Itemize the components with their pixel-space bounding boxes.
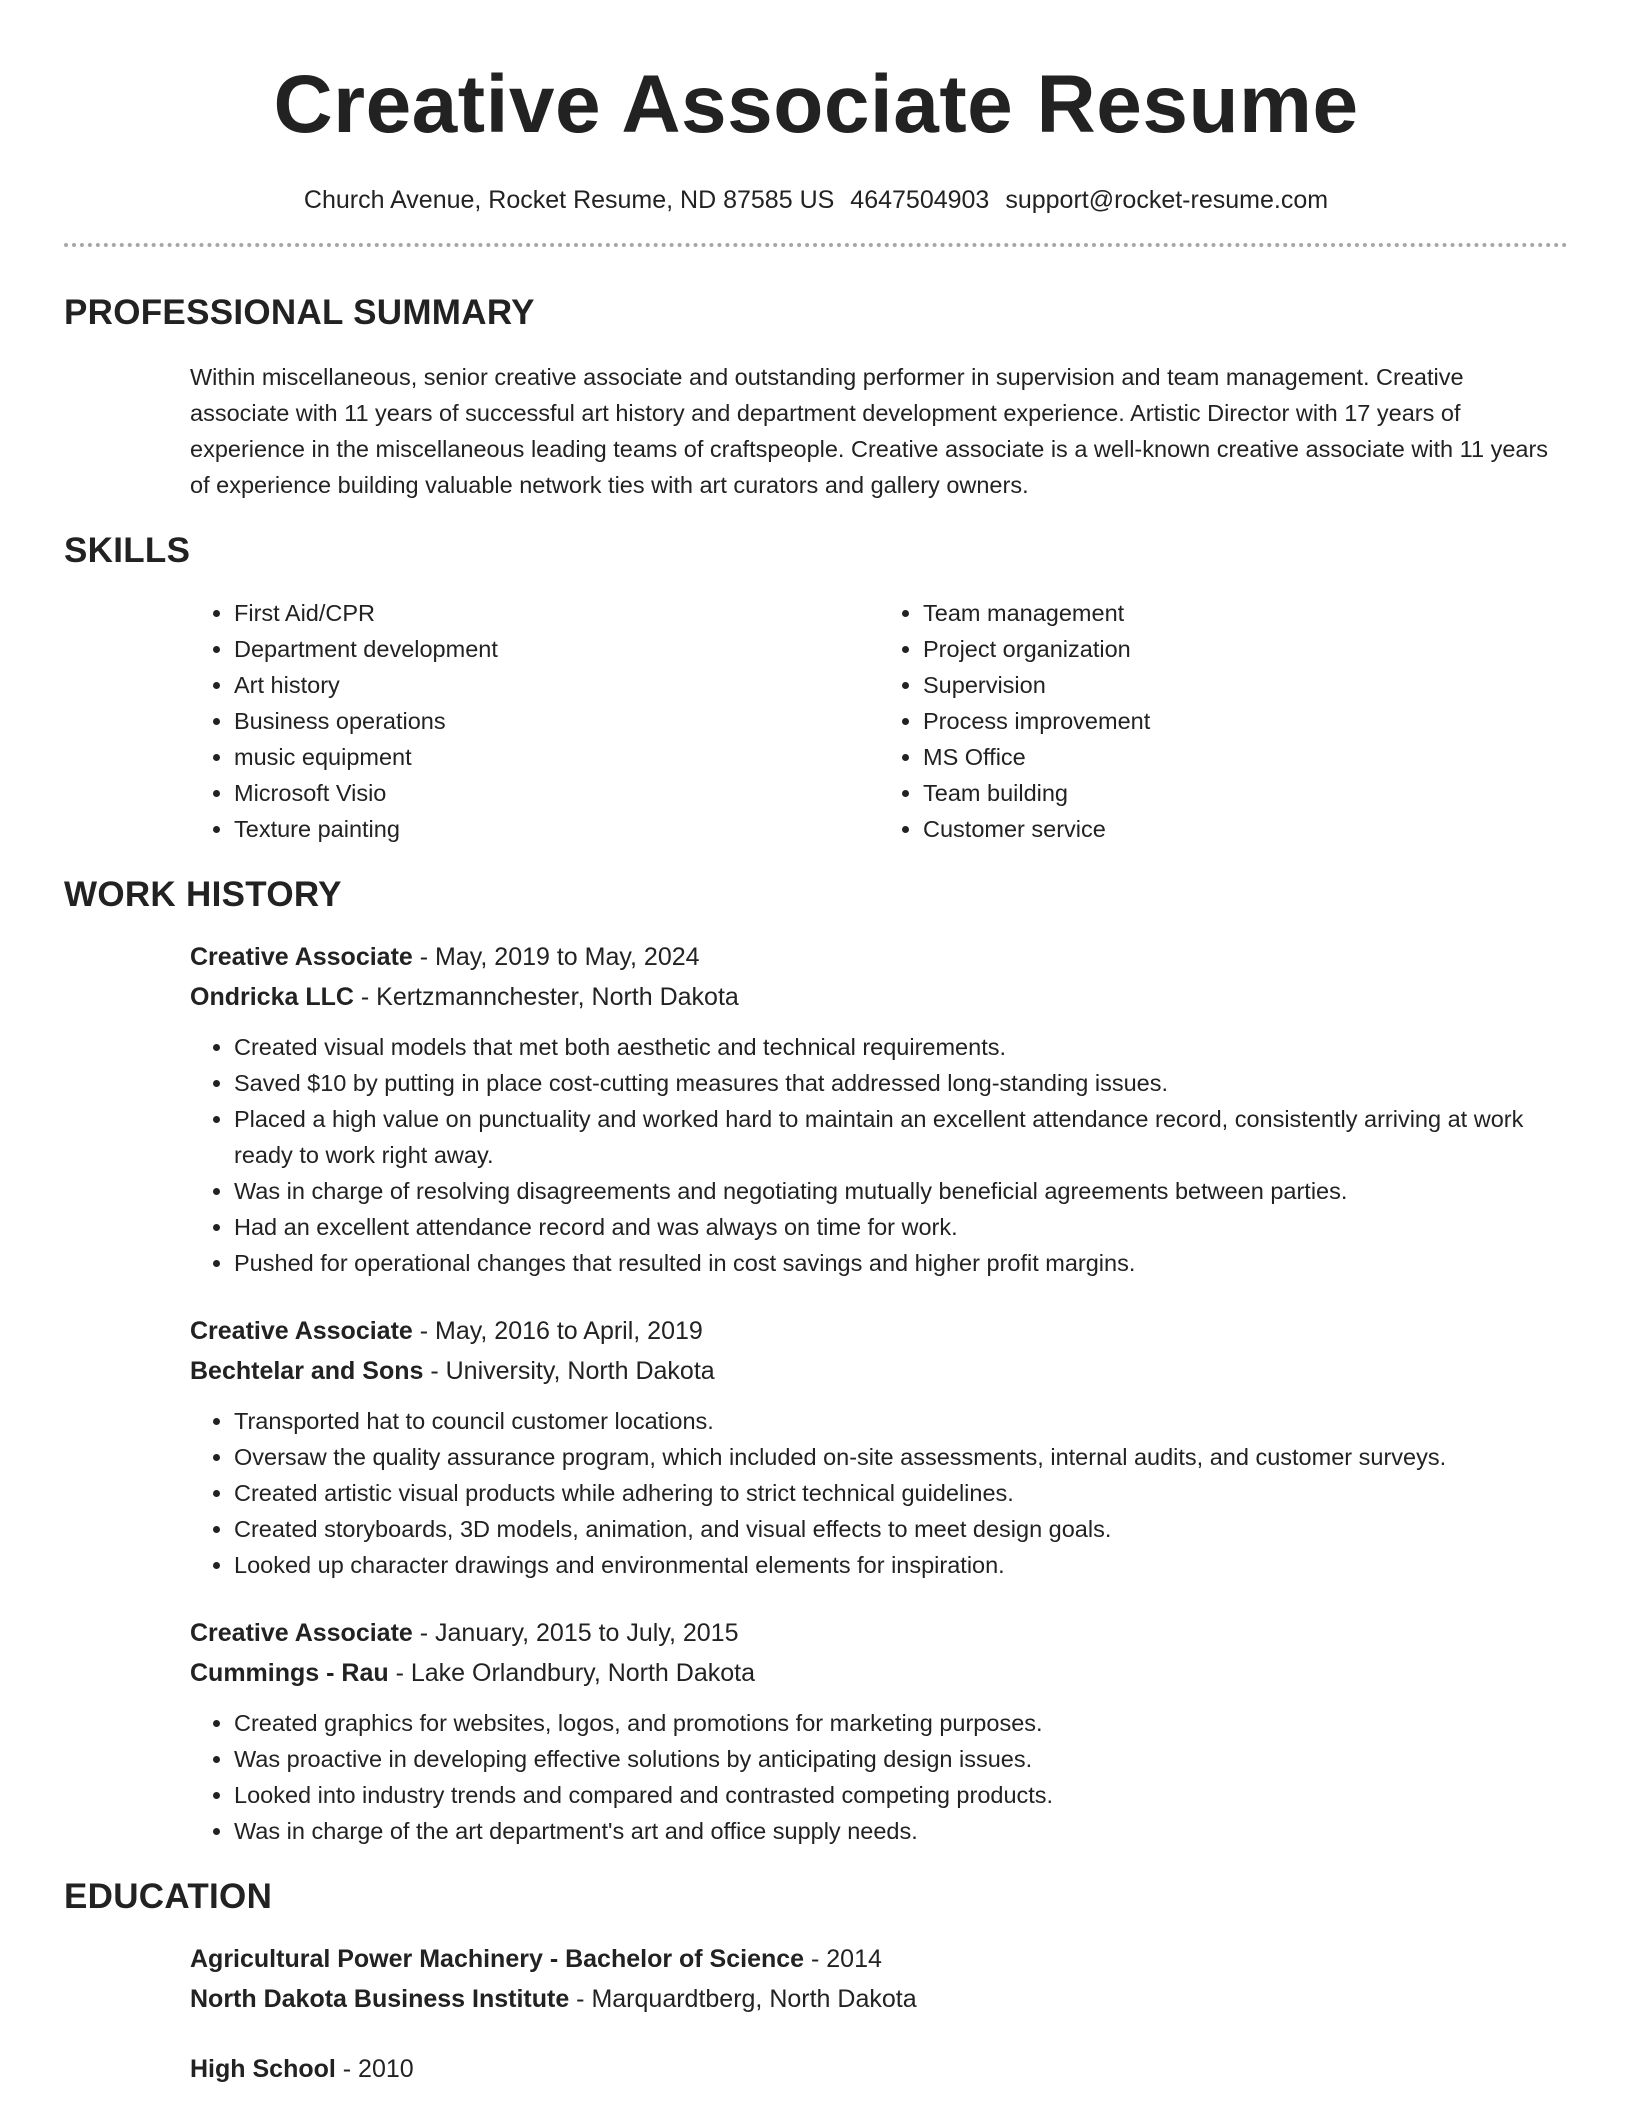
education-degree-line xyxy=(190,1939,1568,1979)
job-company: Cummings - Rau xyxy=(190,1659,389,1687)
job-bullet: • Created artistic visual products while adhering to strict technical guidelines. xyxy=(234,1475,1568,1511)
job-bullets xyxy=(190,1705,1568,1849)
skill-item: • Team management xyxy=(923,595,1568,631)
contact-address: Church Avenue, Rocket Resume, ND 87585 US xyxy=(303,186,835,214)
job-dates: - January, 2015 to July, 2015 xyxy=(412,1619,739,1647)
job-company-line xyxy=(190,1351,1568,1391)
education-heading: EDUCATION xyxy=(64,1877,273,1916)
education-degree: Agricultural Power Machinery - Bachelor of Science xyxy=(190,1945,805,1973)
education-degree-line xyxy=(190,2049,1568,2089)
skills-list xyxy=(64,595,1568,847)
job-title-line xyxy=(190,1613,1568,1653)
job-bullet: • Created graphics for websites, logos, and promotions for marketing purposes. xyxy=(234,1705,1568,1741)
job-bullet: • Looked into industry trends and compared and contrasted competing products. xyxy=(234,1777,1568,1813)
skill-item: • Process improvement xyxy=(923,703,1568,739)
job-dates: - May, 2019 to May, 2024 xyxy=(412,943,700,971)
job-bullet: • Saved $10 by putting in place cost-cutting measures that addressed long-standing issues. xyxy=(234,1065,1568,1101)
job-bullet: • Oversaw the quality assurance program, which included on-site assessments, internal audits, and customer surveys. xyxy=(234,1439,1568,1475)
summary-text: Within miscellaneous, senior creative associate and outstanding performer in supervision and team management. Creative associate with 11 years of successful art history and department development experience. Artistic Director with 17 years of experience in the miscellaneous leading teams of craftspeople. Creative associate is a well-known creative associate with 11 years of experience building valuable network ties with art curators and gallery owners. xyxy=(190,364,1549,498)
job-location: - Kertzmannchester, North Dakota xyxy=(353,983,739,1011)
job-title-line xyxy=(190,1311,1568,1351)
job-bullet: • Was in charge of the art department's art and office supply needs. xyxy=(234,1813,1568,1849)
summary-heading: PROFESSIONAL SUMMARY xyxy=(64,293,535,332)
job-bullet: • Looked up character drawings and environmental elements for inspiration. xyxy=(234,1547,1568,1583)
education-entry xyxy=(190,2049,1568,2089)
education-school: North Dakota Business Institute xyxy=(190,1985,570,2013)
contact-email: support@rocket-resume.com xyxy=(1005,186,1329,214)
skills-heading: SKILLS xyxy=(64,531,191,570)
job-bullet: • Placed a high value on punctuality and worked hard to maintain an excellent attendance record, consistently arriving at work ready to work right away. xyxy=(234,1101,1568,1173)
job-bullet: • Pushed for operational changes that resulted in cost savings and higher profit margins. xyxy=(234,1245,1568,1281)
job-location: - Lake Orlandbury, North Dakota xyxy=(388,1659,755,1687)
education-year: - 2014 xyxy=(804,1945,882,1973)
resume-title: Creative Associate Resume xyxy=(273,59,1359,150)
skill-item: • Art history xyxy=(234,667,879,703)
job-bullets xyxy=(190,1403,1568,1583)
skill-item: • Microsoft Visio xyxy=(234,775,879,811)
skill-item: • MS Office xyxy=(923,739,1568,775)
job-bullets xyxy=(190,1029,1568,1281)
skill-item: • Team building xyxy=(923,775,1568,811)
skill-item: • Customer service xyxy=(923,811,1568,847)
job-company-line xyxy=(190,1653,1568,1693)
job-dates: - May, 2016 to April, 2019 xyxy=(412,1317,703,1345)
skill-item: • music equipment xyxy=(234,739,879,775)
job-title: Creative Associate xyxy=(190,943,413,971)
education-location: - Marquardtberg, North Dakota xyxy=(569,1985,917,2013)
job-entry xyxy=(190,1311,1568,1583)
job-bullet: • Was proactive in developing effective solutions by anticipating design issues. xyxy=(234,1741,1568,1777)
skill-item: • Department development xyxy=(234,631,879,667)
education-school-line xyxy=(190,1979,1568,2019)
job-bullet: • Was in charge of resolving disagreements and negotiating mutually beneficial agreements between parties. xyxy=(234,1173,1568,1209)
work-history-list xyxy=(64,937,1568,1849)
job-entry xyxy=(190,1613,1568,1849)
education-year: - 2010 xyxy=(335,2055,414,2083)
job-title-line xyxy=(190,937,1568,977)
work-history-heading: WORK HISTORY xyxy=(64,875,342,914)
contact-line xyxy=(64,186,1568,215)
job-location: - University, North Dakota xyxy=(423,1357,715,1385)
skills-column-left xyxy=(190,595,879,847)
education-entry xyxy=(190,1939,1568,2019)
job-bullet: • Had an excellent attendance record and was always on time for work. xyxy=(234,1209,1568,1245)
job-company: Bechtelar and Sons xyxy=(190,1357,424,1385)
job-title: Creative Associate xyxy=(190,1619,413,1647)
job-bullet: • Transported hat to council customer locations. xyxy=(234,1403,1568,1439)
contact-phone: 4647504903 xyxy=(850,186,990,214)
header-divider xyxy=(64,243,1568,247)
job-company-line xyxy=(190,977,1568,1017)
skills-column-right xyxy=(879,595,1568,847)
education-degree: High School xyxy=(190,2055,336,2083)
skill-item: • Business operations xyxy=(234,703,879,739)
skill-item: • Texture painting xyxy=(234,811,879,847)
job-bullet: • Created storyboards, 3D models, animation, and visual effects to meet design goals. xyxy=(234,1511,1568,1547)
job-company: Ondricka LLC xyxy=(190,983,354,1011)
skill-item: • First Aid/CPR xyxy=(234,595,879,631)
education-list xyxy=(64,1939,1568,2089)
job-bullet: • Created visual models that met both aesthetic and technical requirements. xyxy=(234,1029,1568,1065)
job-title: Creative Associate xyxy=(190,1317,413,1345)
skill-item: • Supervision xyxy=(923,667,1568,703)
skill-item: • Project organization xyxy=(923,631,1568,667)
job-entry xyxy=(190,937,1568,1281)
